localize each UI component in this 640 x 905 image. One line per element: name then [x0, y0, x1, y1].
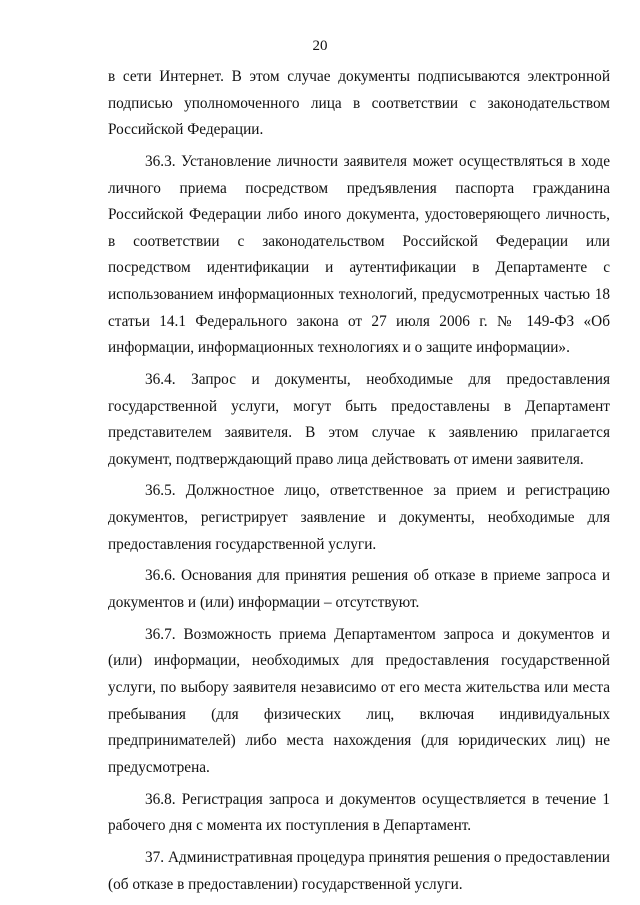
page-number: 20: [312, 38, 328, 54]
paragraph-continuation: в сети Интернет. В этом случае документы подписываются электронной подписью уполномоченного лица в соответствии с законодательством Российской Федерации.: [108, 68, 610, 139]
paragraph-36-3: 36.3. Установление личности заявителя может осуществляться в ходе личного приема посредством предъявления паспорта гражданина Российской Федерации либо иного документа, удостоверяющего личность, в соответствии с законодательством Российской Федерации или посредством идентификации и аутентификации в Департаменте с использованием информационных технологий, предусмотренных частью 18 статьи 14.1 Федерального закона от 27 июля 2006 г. № 149-ФЗ «Об информации, информационных технологиях и о защите информации».: [108, 152, 610, 357]
paragraph-36-4: 36.4. Запрос и документы, необходимые для предоставления государственной услуги, могут быть предоставлены в Департамент представителем заявителя. В этом случае к заявлению прилагается документ, подтверждающий право лица действовать от имени заявителя.: [108, 370, 610, 468]
paragraph-36-6: 36.6. Основания для принятия решения об отказе в приеме запроса и документов и (или) информации – отсутствуют.: [108, 567, 610, 612]
paragraph-36-7: 36.7. Возможность приема Департаментом запроса и документов и (или) информации, необходимых для предоставления государственной услуги, по выбору заявителя независимо от его места жительства или места пребывания (для физических лиц, включая индивидуальных предпринимателей) либо места нахождения (для юридических лиц) не предусмотрена.: [108, 625, 610, 776]
paragraph-36-5: 36.5. Должностное лицо, ответственное за прием и регистрацию документов, регистрирует заявление и документы, необходимые для предоставления государственной услуги.: [108, 482, 610, 553]
paragraph-37: 37. Административная процедура принятия решения о предоставлении (об отказе в предоставлении) государственной услуги.: [108, 848, 610, 893]
document-body: [108, 64, 610, 903]
paragraph-36-8: 36.8. Регистрация запроса и документов осуществляется в течение 1 рабочего дня с момента их поступления в Департамент.: [108, 790, 610, 835]
